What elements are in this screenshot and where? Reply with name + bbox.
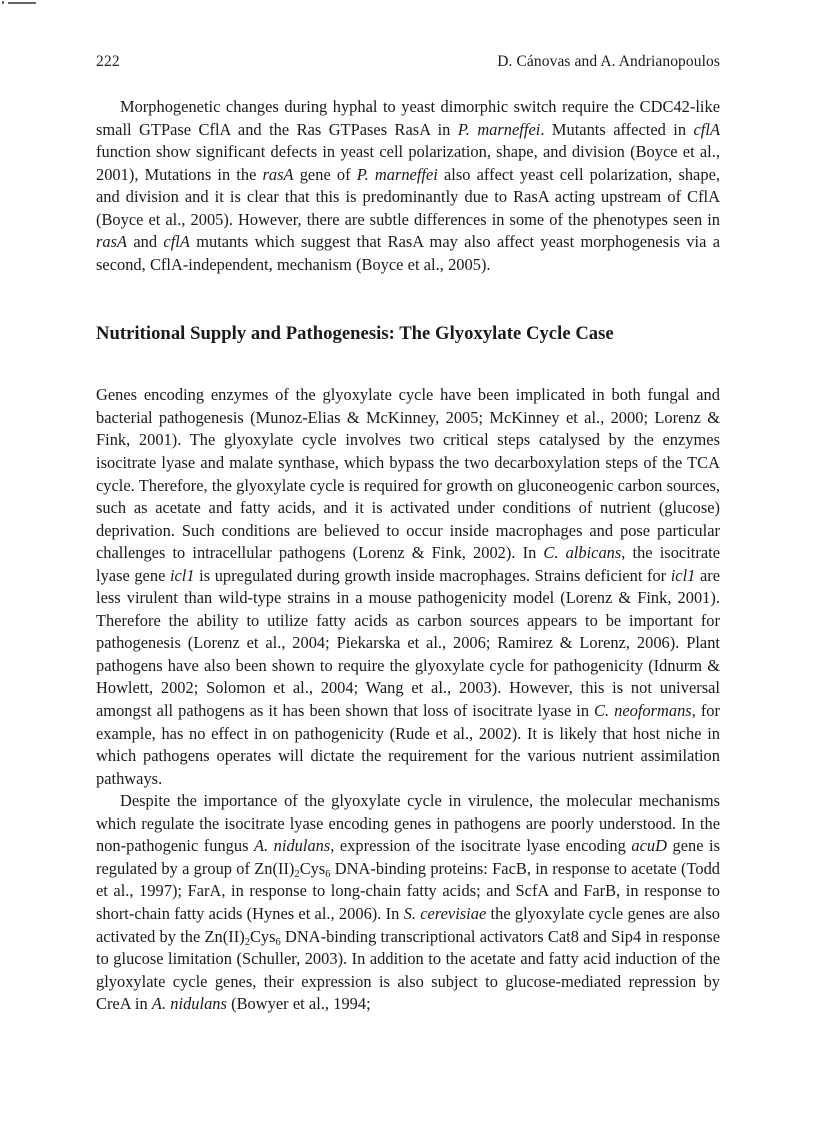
text-run: , for example, has no effect in on pathogenicity (Rude et al., 2002). It is likely that host niche in which pathogens operates will dictate the requirement for the various nutrient assimilation pathways. xyxy=(96,701,725,788)
text-run: Cys xyxy=(249,926,276,946)
italic-term: S. cerevisiae xyxy=(403,903,487,923)
subscript-number: 2 xyxy=(294,868,300,880)
italic-term: A. nidulans xyxy=(254,836,331,856)
text-run: . Mutants affected in xyxy=(540,119,694,139)
section-heading: Nutritional Supply and Pathogenesis: The Glyoxylate Cycle Case xyxy=(96,323,614,345)
italic-term: icl1 xyxy=(169,565,195,585)
paragraph-despite-importance xyxy=(96,790,725,1015)
text-run: gene of xyxy=(293,164,357,184)
text-run: are less virulent than wild-type strains in a mouse pathogenicity model (Lorenz & Fink, 2001). Therefore the ability to utilize fatty acids as carbon sources appears to be important for pathogenesis (Lorenz et al., 2004; Piekarska et al., 2006; Ramirez & Lorenz, 2006). Plant pathogens have also been shown to require the glyoxylate cycle for pathogenicity (Idnurm & Howlett, 2002; Solomon et al., 2004; Wang et al., 2003). However, this is not universal amongst all pathogens as it has been shown that loss of isocitrate lyase in xyxy=(96,565,725,721)
text-run: , the isocitrate lyase gene xyxy=(96,543,725,585)
italic-term: A. nidulans xyxy=(151,994,227,1014)
text-run: , expression of the isocitrate lyase encoding xyxy=(330,836,632,856)
text-run: is upregulated during growth inside macrophages. Strains deficient for xyxy=(194,565,671,585)
text-run: Genes encoding enzymes of the glyoxylate cycle have been implicated in both fungal and bacterial pathogenesis (Munoz-Elias & McKinney, 2005; McKinney et al., 2000; Lorenz & Fink, 2001). The glyoxylate cycle involves two critical steps catalysed by the enzymes isocitrate lyase and malate synthase, which bypass the two decarboxylation steps of the TCA cycle. Therefore, the glyoxylate cycle is required for growth on gluconeogenic carbon sources, such as acetate and fatty acids, and it is activated under conditions of nutrient (glucose) deprivation. Such conditions are believed to occur inside macrophages and pose particular challenges to intracellular pathogens (Lorenz & Fink, 2002). In xyxy=(96,385,725,563)
subscript-number: 6 xyxy=(275,936,281,948)
page-content xyxy=(96,0,725,1123)
italic-term: acuD xyxy=(631,836,667,856)
text-run: DNA-binding transcriptional activators Cat8 and Sip4 in response to glucose limitation (Schuller, 2003). In addition to the acetate and fatty acid induction of the glyoxylate cycle genes, their expression is also subject to glucose-mediated repression by CreA in xyxy=(96,926,725,1014)
italic-term: rasA xyxy=(262,164,294,184)
italic-term: cflA xyxy=(163,232,190,252)
heading-spacer-below xyxy=(96,346,720,384)
italic-term: P. marneffei xyxy=(356,164,438,184)
italic-term: rasA xyxy=(96,232,128,252)
text-run: function show significant defects in yeast cell polarization, shape, and division (Boyce et al., 2001), Mutations in the xyxy=(96,119,725,184)
subscript-number: 2 xyxy=(244,936,250,948)
running-head xyxy=(96,53,720,75)
text-run: mutants which suggest that RasA may also affect yeast morphogenesis via a second, CflA-independent, mechanism (Boyce et al., 2005). xyxy=(96,232,725,274)
paragraph-genes-encoding xyxy=(96,384,725,790)
registration-mark xyxy=(8,2,36,4)
text-run: and xyxy=(127,232,164,252)
body-text-area xyxy=(96,96,725,1016)
registration-dot xyxy=(2,1,4,4)
text-run: Morphogenetic changes during hyphal to yeast dimorphic switch require the CDC42-like small GTPase CflA and the Ras GTPases RasA in xyxy=(96,97,725,139)
text-run: (Bowyer et al., 1994; xyxy=(226,994,371,1014)
page-number: 222 xyxy=(96,53,120,70)
text-run: the glyoxylate cycle genes are also activated by the Zn(II) xyxy=(96,903,725,946)
text-run: gene is regulated by a group of Zn(II) xyxy=(96,836,725,878)
text-run: DNA-binding proteins: FacB, in response to acetate (Todd et al., 1997); FarA, in response to long-chain fatty acids; and ScfA and FarB, in response to short-chain fatty acids (Hynes et al., 2006). In xyxy=(96,858,725,923)
heading-spacer-above xyxy=(96,276,720,322)
text-run: Despite the importance of the glyoxylate cycle in virulence, the molecular mechanisms which regulate the isocitrate lyase encoding genes in pathogens are poorly understood. In the non-pathogenic fungus xyxy=(96,791,725,856)
italic-term: P. marneffei xyxy=(457,119,541,139)
text-run: also affect yeast cell polarization, shape, and division and it is clear that this is predominantly due to RasA acting upstream of CflA (Boyce et al., 2005). However, there are subtle differences in some of the phenotypes seen in xyxy=(96,164,725,229)
italic-term: cflA xyxy=(693,119,720,139)
subscript-number: 6 xyxy=(325,868,331,880)
italic-term: C. neoformans xyxy=(594,701,692,721)
paragraph-morphogenetic xyxy=(96,96,725,276)
italic-term: icl1 xyxy=(670,565,696,585)
running-head-authors: D. Cánovas and A. Andrianopoulos xyxy=(497,53,720,70)
italic-term: C. albicans xyxy=(543,543,622,563)
text-run: Cys xyxy=(299,858,326,878)
